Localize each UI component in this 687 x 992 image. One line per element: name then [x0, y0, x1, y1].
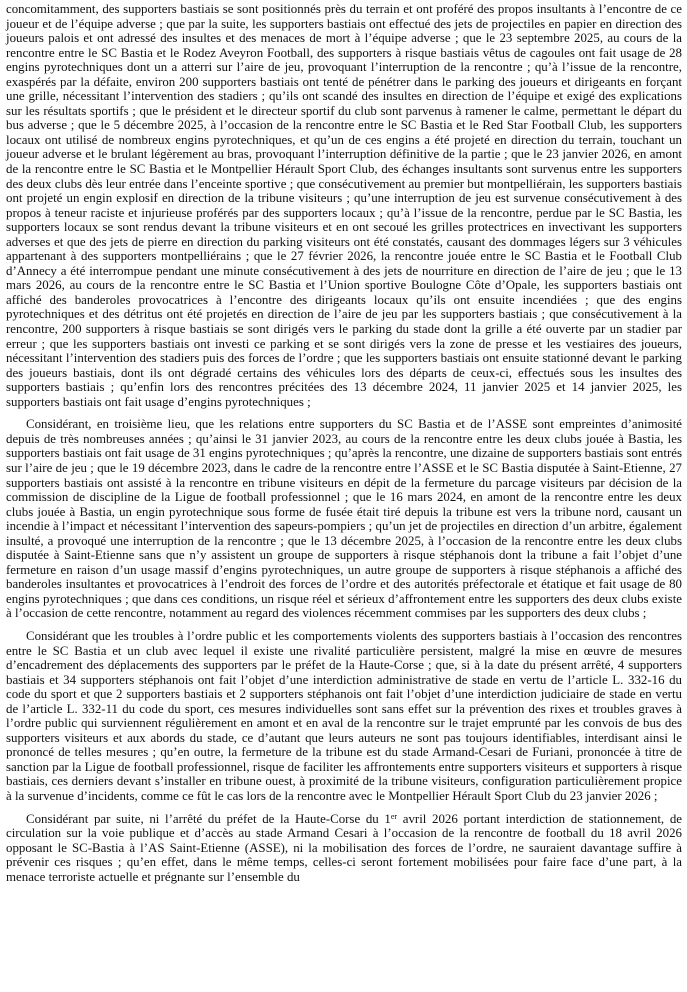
paragraph-third-consideration: Considérant, en troisième lieu, que les relations entre supporters du SC Bastia et de l’ASSE sont empreintes d’animosité depuis de très nombreuses années ; qu’ainsi le 31 janvier 2023, au cours de la rencontre entre les deux clubs jouée à Bastia, les supporters bastiais ont fait usage de 31 engins pyrotechniques ; qu’après la rencontre, une dizaine de supporters bastiais sont entrés sur l’aire de jeu ; que le 19 décembre 2023, dans le cadre de la rencontre entre l’ASSE et le SC Bastia disputée à Saint-Etienne, 27 supporters bastiais ont assisté à la rencontre en tribune visiteurs en dépit de la fermeture du parcage visiteurs par décision de la commission de discipline de la Ligue de football professionnel ; que le 16 mars 2024, en amont de la rencontre entre les deux clubs jouée à Bastia, un engin pyrotechnique sous forme de fusée était tiré depuis la tribune est vers la tribune nord, causant un incendie à l’impact et nécessitant l’intervention des sapeurs-pompiers ; qu’un jet de projectiles en direction d’un arbitre, également insulté, a provoqué une interruption de la rencontre ; que le 13 décembre 2025, à l’occasion de la rencontre entre les deux clubs disputée à Saint-Etienne sans que n’y assistent un groupe de supporters à risque stéphanois dont la tribune a fait l’objet d’une fermeture en raison d’un usage massif d’engins pyrotechniques, un autre groupe de supporters à risque stéphanois a affiché des banderoles insultantes et provocatrices à l’endroit des forces de l’ordre et des autorités préfectorale et étatique et fait usage de 80 engins pyrotechniques ; que dans ces conditions, un risque réel et sérieux d’affrontement entre les supporters des deux clubs existe à l’occasion de cette rencontre, notamment au regard des violences récemment commises par les supporters des deux clubs ; — [6, 417, 682, 621]
ordinal-superscript: er — [390, 811, 398, 821]
conclusion-text-end: avril 2026 portant interdiction de stationnement, de circulation sur la voie publique et d’accès au stade Armand Cesari à l’occasion de la rencontre de football du 18 avril 2026 opposant le SC-Bastia à l’AS Saint-Etienne (ASSE), ni la mobilisation des forces de l’ordre, ne sauraient davantage suffire à prévenir ces risques ; qu’en effet, dans le même temps, celles-ci seront fortement mobilisées pour faire face d’une part, à la menace terroriste actuelle et prégnante sur l’ensemble du — [6, 811, 682, 884]
paragraph-conclusion — [6, 812, 682, 885]
paragraph-incidents-continuation: concomitamment, des supporters bastiais se sont positionnés près du terrain et ont proféré des propos insultants à l’encontre de ce joueur et de l’équipe adverse ; que par la suite, les supporters bastiais ont effectué des jets de projectiles en papier en direction des joueurs palois et ont adressé des insultes et des menaces de mort à l’équipe adverse ; que le 23 septembre 2025, au cours de la rencontre entre le SC Bastia et le Rodez Aveyron Football, des supporters à risque bastiais vêtus de cagoules ont fait usage de 28 engins pyrotechniques dont un a atterri sur l’aire de jeu, provoquant l’interruption de la rencontre ; qu’à l’issue de la rencontre, exaspérés par la défaite, environ 200 supporters bastiais ont tenté de pénétrer dans le parking des joueurs et dirigeants en forçant une grille, nécessitant l’intervention des stadiers ; qu’ils ont scandé des insultes en direction de l’équipe et exigé des explications sur les résultats sportifs ; que le président et le directeur sportif du club sont parvenus à ramener le calme, permettant le départ du bus adverse ; que le 5 décembre 2025, à l’occasion de la rencontre entre le SC Bastia et le Red Star Football Club, les supporters locaux ont utilisé de nombreux engins pyrotechniques, et qu’un de ces engins a été projeté en direction du terrain, touchant un joueur adverse et le brulant légèrement au bras, provoquant l’interruption définitive de la partie ; que le 23 janvier 2026, en amont de la rencontre entre le SC Bastia et le Montpellier Hérault Sport Club, des échanges insultants sont survenus entre les supporters des deux clubs dès leur entrée dans l’enceinte sportive ; que consécutivement au premier but montpelliérain, les supporters bastiais ont projeté un engin explosif en direction de la tribune visiteurs ; qu’une interruption de jeu est survenue consécutivement à des propos à teneur raciste et injurieuse proférés par des supporters locaux ; qu’à l’issue de la rencontre, perdue par le SC Bastia, les supporters locaux se sont rendus devant la tribune visiteurs et en ont secoué les grilles protectrices en invectivant les supporters adverses et que des jets de pierre en direction du parking visiteurs ont été constatés, causant des dommages légers sur 3 véhicules appartenant à des supporters montpelliérains ; que le 27 février 2026, la rencontre jouée entre le SC Bastia et le Football Club d’Annecy a été interrompue pendant une minute consécutivement à des jets de nourriture en direction de l’aire de jeu ; que le 13 mars 2026, au cours de la rencontre entre le SC Bastia et l’Union sportive Boulogne Côte d’Opale, les supporters bastiais ont affiché des banderoles provocatrices à l’encontre des dirigeants locaux qu’ils ont ensuite incendiées ; que des engins pyrotechniques et des détritus ont été projetés en direction de l’aire de jeu par les supporters bastiais ; que consécutivement à la rencontre, 200 supporters à risque bastiais se sont dirigés vers le parking du stade dont la grille a été ouverte par un stadier par erreur ; que les supporters bastiais ont investi ce parking et se sont dirigés vers la zone de presse et les vestiaires des joueurs, nécessitant l’intervention des stadiers puis des forces de l’ordre ; que les supporters bastiais ont ensuite stationné devant le parking des joueurs bastiais, dont ils ont dégradé certains des véhicules lors des départs de ceux-ci, effectués sous les insultes des supporters bastiais ; qu’enfin lors des rencontres précitées des 13 décembre 2024, 11 janvier 2025 et 14 janvier 2025, les supporters bastiais ont fait usage d’engins pyrotechniques ; — [6, 2, 682, 409]
conclusion-text-start: Considérant par suite, ni l’arrêté du préfet de la Haute-Corse du 1 — [26, 811, 391, 826]
paragraph-public-order: Considérant que les troubles à l’ordre public et les comportements violents des supporters bastiais à l’occasion des rencontres entre le SC Bastia et un club avec lequel il existe une rivalité particulière persistent, malgré la mise en œuvre de mesures d’encadrement des déplacements des supporters par le préfet de la Haute-Corse ; que, si à la date du présent arrêté, 4 supporters bastiais et 34 supporters stéphanois ont fait l’objet d’une interdiction administrative de stade en vertu de l’article L. 332-16 du code du sport et que 2 supporters bastiais et 2 supporters stéphanois ont fait l’objet d’une interdiction judiciaire de stade en vertu de l’article L. 332-11 du code du sport, ces mesures individuelles sont sans effet sur la prévention des rixes et troubles graves à l’ordre public qui surviennent régulièrement en amont et en aval de la rencontre sur le trajet emprunté par les convois de bus des supporters visiteurs et aux abords du stade, ce d’autant que leurs auteurs ne sont pas toujours identifiables, interdisant ainsi le prononcé de telles mesures ; qu’en outre, la fermeture de la tribune est du stade Armand-Cesari de Furiani, prononcée à titre de sanction par la Ligue de football professionnel, risque de faciliter les affrontements entre supporters visiteurs et supporters à risque bastiais, ces derniers devant s’installer en tribune ouest, à proximité de la tribune visiteurs, configuration particulièrement propice à la survenue d’incidents, comme ce fût le cas lors de la rencontre avec le Montpellier Hérault Sport Club du 23 janvier 2026 ; — [6, 628, 682, 803]
